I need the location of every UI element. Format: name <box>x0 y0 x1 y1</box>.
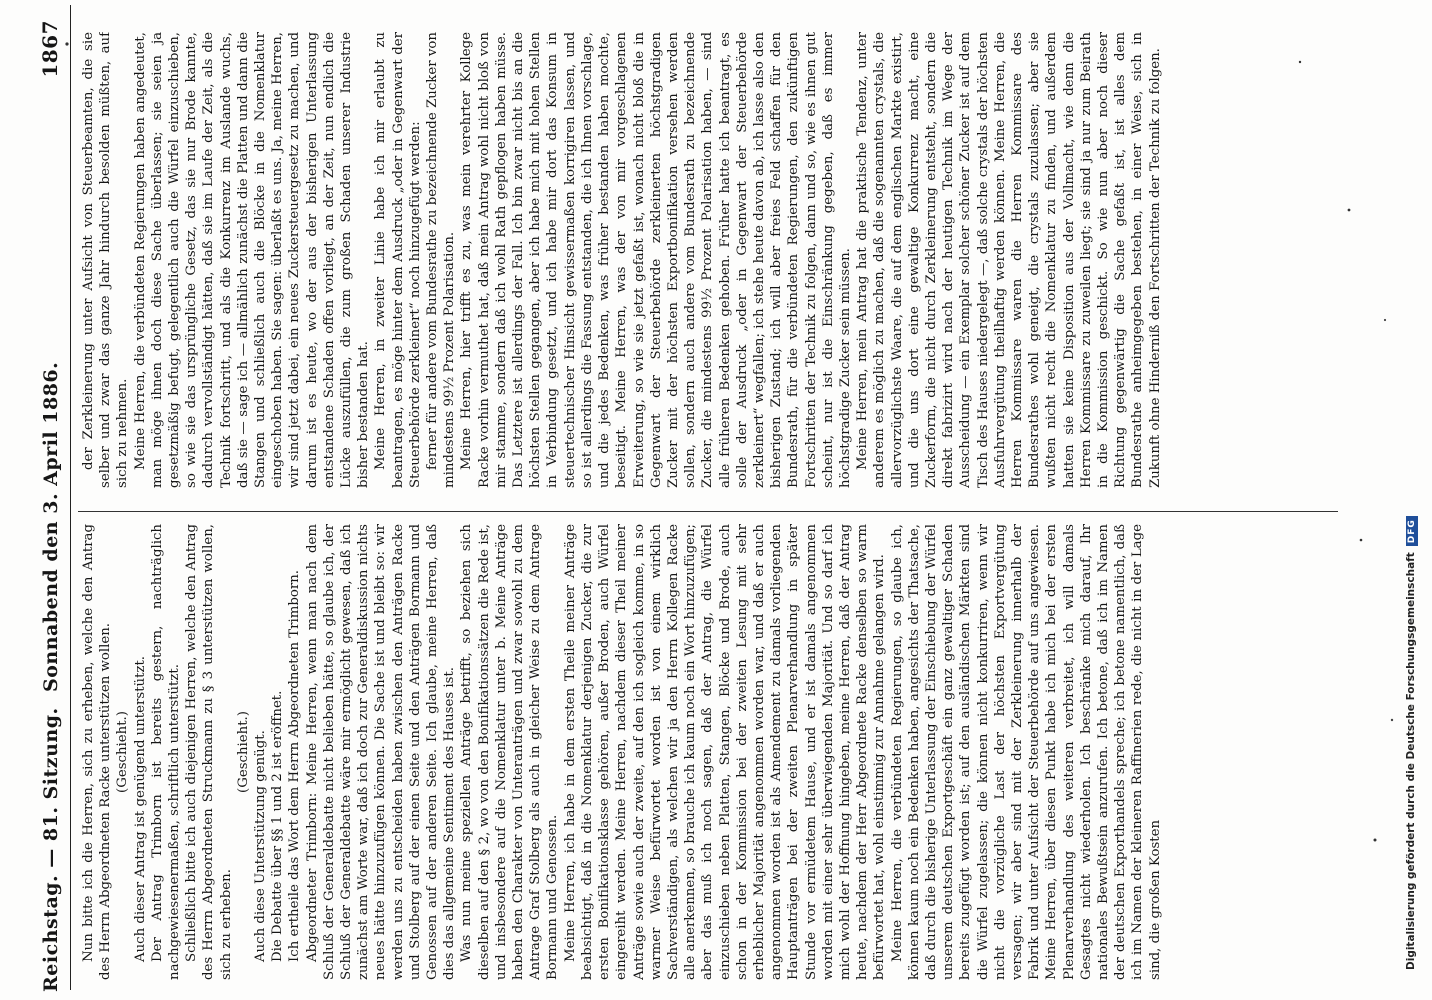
column-divider <box>78 511 1338 512</box>
paragraph: Auch dieser Antrag ist genügend unterstützt. <box>132 655 148 962</box>
header-session-title: Reichstag. — 81. Sitzung. <box>40 707 62 992</box>
paragraph: Was nun meine speziellen Anträge betrifft, so beziehen sich dieselben auf den § 2, wo von den Bonifikationssätzen die Rede ist, und insbesondere auf die Nomenklatur unter b. Meine Anträge haben den Charakter von Unteranträgen und zwar sowohl zu dem Antrage Graf Stolberg als auch in gleicher Weise zu dem Antrage Bormann und Genossen. <box>459 524 561 980</box>
paragraph: Nun bitte ich die Herren, sich zu erheben, welche den Antrag des Herrn Abgeordneten Racke unterstützen wollen. <box>81 524 114 980</box>
left-text-column <box>80 524 1350 980</box>
dfg-logo: DFG <box>1406 516 1418 546</box>
header-rule <box>70 5 71 990</box>
paragraph: Auch diese Unterstützung genügt. <box>253 730 269 962</box>
paragraph: Meine Herren, die verbündeten Regierungen, so glaube ich, können kaum noch ein Bedenken haben, angesichts der Thatsache, daß durch die bisherige Unterlassung der Einschiebung der Würfel unserem deutschen Exportgeschäft ein ganz gewaltiger Schaden bereits zugefügt worden ist; auf den ausländischen Märkten sind die Würfel zugelassen; die können nicht konkurriren, wenn wir nicht die vorzügliche Last der höchsten Exportvergütung versagen; wir aber sind mit der Zerkleinerung innerhalb der Fabrik und unter Aufsicht der Steuerbehörde auf uns angewiesen. Meine Herren, über diesen Punkt habe ich mich bei der ersten Plenarverhandlung des weiteren verbreitet, ich will damals Gesagtes nicht wiederholen. Ich beschränke mich darauf, Ihr nationales Bewußtsein anzurufen. Ich betone, daß ich im Namen der deutschen Exporthandels spreche; ich betone namentlich, daß ich im Namen der kleineren Raffinerien rede, die nicht in der Lage sind, die großen Kosten <box>889 524 1163 980</box>
paragraph: Meine Herren, hier trifft es zu, was mein verehrter Kollege Racke vorhin vermuthet hat, daß mein Antrag wohl nicht bloß von mir stamme, sondern daß ich wohl Rath gepflogen haben müsse. Das Letztere ist allerdings der Fall. Ich bin zwar nicht bis an die höchsten Stellen gegangen, aber ich habe mich mit hohen Stellen in Verbindung gesetzt, und ich habe mir dort das Konsum in steuertechnischer Hinsicht gewissermaßen korrigiren lassen, und so ist allerdings die Fassung entstanden, die ich Ihnen vorschlage, und die jedes Bedenken, was früher bestanden haben mochte, beseitigt. Meine Herren, was der von mir vorgeschlagenen Erweiterung, so wie sie jetzt gefaßt ist, wonach nicht bloß die in Gegenwart der Steuerbehörde zerkleinerten höchstgradigen Zucker mit der höchsten Exportbonifikation versehen werden sollen, sondern auch andere vom Bundesrath zu bezeichnende Zucker, die mindestens 99½ Prozent Polarisation haben, — sind alle früheren Bedenken gehoben. Früher hatte ich beantragt, es solle der Ausdruck „oder in Gegenwart der Steuerbehörde zerkleinert“ wegfallen; ich stehe heute davon ab, ich lasse also den bisherigen Zustand; ich will aber freies Feld schaffen für den Bundesrath, für die verbündeten Regierungen, den zukünftigen Fortschritten der Technik zu folgen, dann und so, wie es ihnen gut scheint, nur ist die Einschränkung gegeben, daß es immer höchstgradige Zucker sein müssen. <box>459 32 853 488</box>
paragraph: ferner für andere vom Bundesrathe zu bezeichnende Zucker von mindestens 99½ Prozent Polarisation. <box>425 32 458 488</box>
page-header <box>34 0 68 992</box>
paragraph: Meine Herren, ich habe in dem ersten Theile meiner Anträge beabsichtigt, daß in die Nomenklatur derjenigen Zucker, die zur ersten Bonifikationsklasse gehören, außer Broden, auch Würfel eingereiht werden. Meine Herren, nachdem dieser Theil meiner Anträge sowie auch der zweite, auf den ich sogleich komme, in so warmer Weise befürwortet worden ist von einem wirklich Sachverständigen, als welchen wir ja den Herrn Kollegen Racke alle anerkennen, so brauche ich kaum noch ein Wort hinzuzufügen; aber das muß ich noch sagen, daß der Antrag, die Würfel einzuschieben neben Platten, Stangen, Blöcke und Brode, auch schon in der Kommission bei der zweiten Lesung mit sehr erheblicher Majorität angenommen worden war, und daß er auch angenommen worden ist als Amendement zu damals vorliegenden Hauptanträgen bei der zweiten Plenarverhandlung in später Stunde vor ermüdetem Hause, und er ist damals angenommen worden mit einer sehr überwiegenden Majorität. Und so darf ich mich wohl der Hoffnung hingeben, meine Herren, daß der Antrag heute, nachdem der Herr Abgeordnete Racke denselben so warm befürwortet hat, wohl einstimmig zur Annahme gelangen wird. <box>562 524 888 980</box>
paragraph: Der Antrag Trimborn ist bereits gestern, nachträglich nachgewiesenermaßen, schriftlich unterstützt. <box>149 524 183 980</box>
header-date: Sonnabend den 3. April 1886. <box>40 361 62 692</box>
paragraph: Die Debatte über §§ 1 und 2 ist eröffnet. <box>270 690 286 962</box>
paragraph: Meine Herren, mein Antrag hat die praktische Tendenz, unter anderem es möglich zu machen, daß die sogenannten crystals, die allervorzüglichste Waare, die auf dem englischen Markte existirt, und die uns dort eine gewaltige Konkurrenz macht, eine Zuckerform, die nicht durch Zerkleinerung entsteht, sondern die direkt fabrizirt wird nach der heutigen Technik im Wege der Ausscheidung — ein Exemplar solcher schöner Zucker ist auf dem Tisch des Hauses niedergelegt —, daß solche crystals der höchsten Ausfuhrvergütung theilhaftig werden können. Meine Herren, die Herren Kommissare waren die Herren Kommissare des Bundesrathes wohl geneigt, die crystals zuzulassen; aber sie wußten nicht recht die Nomenklatur zu finden, und außerdem hatten sie keine Disposition aus der Vollmacht, wie denn die Herren Kommissare zu zuweilen liegt; sie sind ja nur zum Beirath in die Kommission geschickt. So wie nun aber noch dieser Richtung gegenwärtig die Sache gefaßt ist, ist alles dem Bundesrathe anheimgegeben bestehen, in einer Weise, sich in Zukunft ohne Hinderniß den Fortschritten der Technik zu folgen. <box>855 32 1163 488</box>
digitization-credit <box>1405 40 1418 970</box>
paragraph: (Geschieht.) <box>115 711 131 793</box>
paragraph: Meine Herren, in zweiter Linie habe ich mir erlaubt zu beantragen, es möge hinter dem Ausdruck „oder in Gegenwart der Steuerbehörde zerkleinert“ noch hinzugefügt werden: <box>373 32 423 488</box>
paragraph: Abgeordneter Trimborn: Meine Herren, wenn man nach dem Schluß der Generaldebatte nicht belieben hätte, so glaube ich, der Schluß der Generaldebatte wäre mir ermöglicht gewesen, daß ich zunächst am Worte war, daß ich doch zur Generaldiskussion nichts neues hätte hinzuzufügen können. Die Sache ist und bleibt so: wir werden uns zu entscheiden haben zwischen den Anträgen Racke und Stolberg auf der einen Seite und den Anträgen Bormann und Genossen auf der anderen Seite. Ich glaube, meine Herren, daß dies das allgemeine Sentiment des Hauses ist. <box>304 524 458 980</box>
credit-text: Digitalisierung gefördert durch die Deutsche Forschungsgemeinschaft <box>1405 552 1417 970</box>
paragraph: Schließlich bitte ich auch diejenigen Herren, welche den Antrag des Herrn Abgeordneten Struckmann zu § 3 unterstützen wollen, sich zu erheben. <box>184 524 234 980</box>
paragraph: Meine Herren, die verbündeten Regierungen haben angedeutet, man möge ihnen doch diese Sache überlassen; sie seien ja gesetzmäßig befugt, gelegentlich auch die Würfel einzuschieben, so wie sie das ursprüngliche Gesetz, das sie nur Brode kannte, dadurch vervollständigt hätten, daß sie im Laufe der Zeit, als die Technik fortschritt, und als die Konkurrenz im Auslande wuchs, daß sie — sage ich — allmählich zunächst die Platten und dann die Stangen und schließlich auch die Blöcke in die Nomenklatur eingeschoben haben. Sie sagen: überlaßt es uns. Ja, meine Herren, wir sind jetzt dabei, ein neues Zuckersteuergesetz zu machen, und darum ist es heute, wo der aus der bisherigen Unterlassung entstandene Schaden offen vorliegt, an der Zeit, nun endlich die Lücke auszufüllen, die zum großen Schaden unserer Industrie bisher bestanden hat. <box>132 32 372 488</box>
paragraph: der Zerkleinerung unter Aufsicht von Steuerbeamten, die sie selber und zwar das ganze Jahr hindurch besolden müßten, auf sich zu nehmen. <box>81 32 131 488</box>
paragraph: Ich ertheile das Wort dem Herrn Abgeordneten Trimborn. <box>287 569 303 962</box>
digitization-credit-strip <box>1405 40 1431 970</box>
paragraph: (Geschieht.) <box>235 711 251 793</box>
right-text-column <box>80 32 1350 488</box>
page-number: 1867 <box>38 20 62 78</box>
